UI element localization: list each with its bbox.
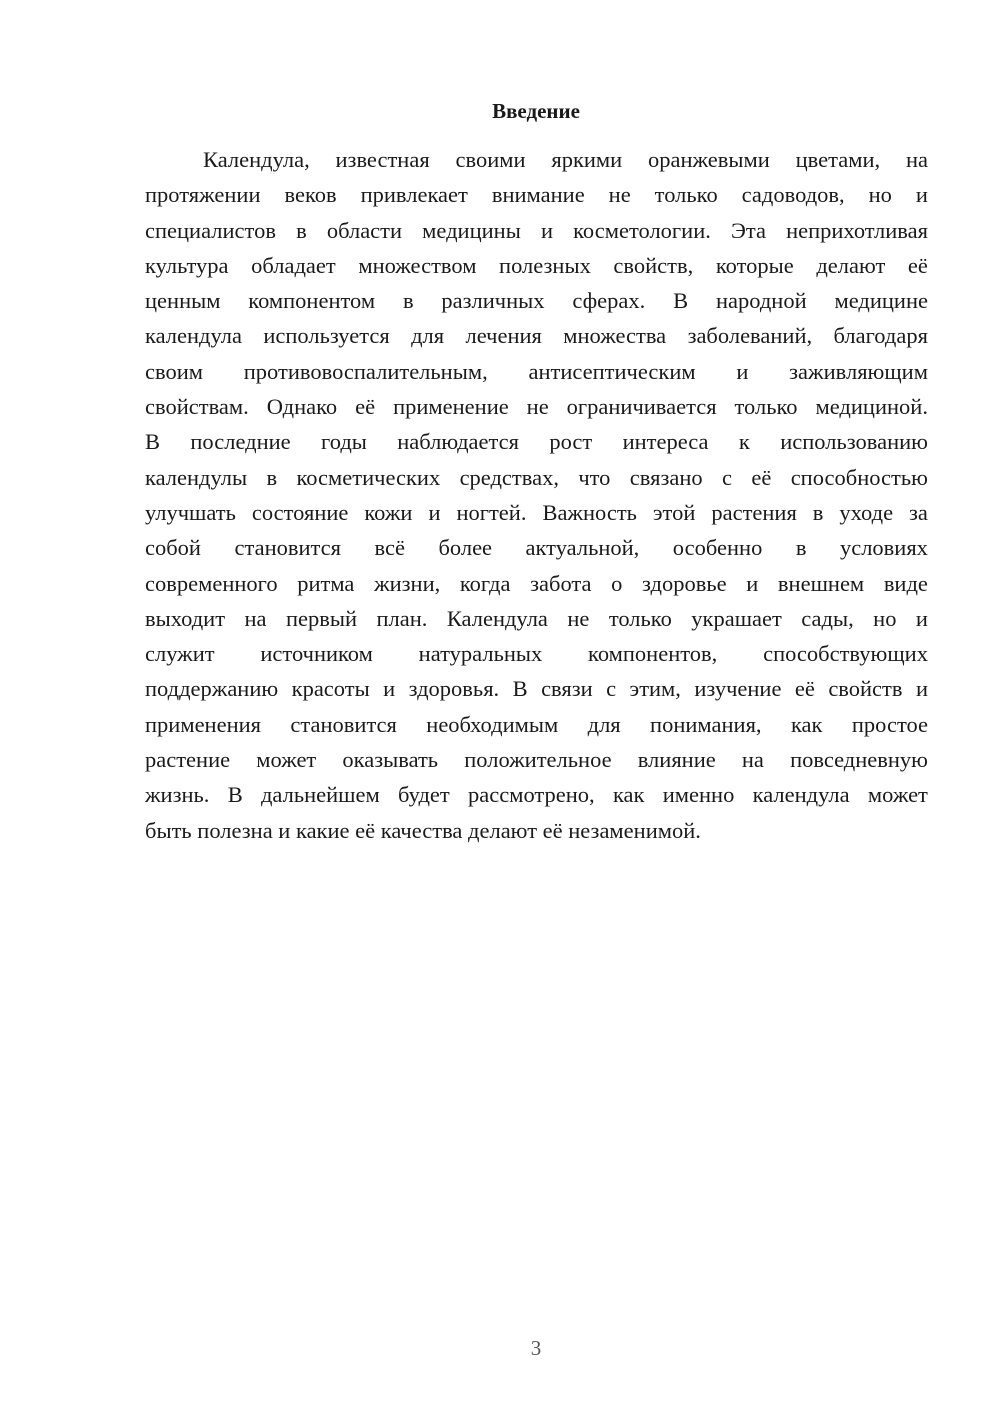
paragraph-line: свойствам. Однако её применение не ограничивается только медициной. [145, 394, 928, 420]
paragraph-line: улучшать состояние кожи и ногтей. Важность этой растения в уходе за [145, 499, 928, 525]
paragraph-line: жизнь. В дальнейшем будет рассмотрено, как именно календула может [145, 782, 928, 808]
paragraph-line: календулы в косметических средствах, что связано с её способностью [145, 464, 928, 490]
paragraph-line: служит источником натуральных компонентов, способствующих [145, 641, 928, 667]
paragraph-line: современного ритма жизни, когда забота о здоровье и внешнем виде [145, 570, 928, 596]
paragraph-line: поддержанию красоты и здоровья. В связи с этим, изучение её свойств и [145, 676, 928, 702]
paragraph-line: ценным компонентом в различных сферах. В народной медицине [145, 288, 928, 314]
paragraph-line: выходит на первый план. Календула не только украшает сады, но и [145, 605, 928, 631]
paragraph-line: растение может оказывать положительное влияние на повседневную [145, 747, 928, 773]
paragraph-line: протяжении веков привлекает внимание не только садоводов, но и [145, 182, 928, 208]
paragraph-line: применения становится необходимым для понимания, как простое [145, 711, 928, 737]
paragraph-line: В последние годы наблюдается рост интереса к использованию [145, 429, 928, 455]
paragraph-line: культура обладает множеством полезных свойств, которые делают её [145, 252, 928, 278]
paragraph-line: календула используется для лечения множества заболеваний, благодаря [145, 323, 928, 349]
paragraph-line: собой становится всё более актуальной, особенно в условиях [145, 535, 928, 561]
paragraph-line: своим противовоспалительным, антисептическим и заживляющим [145, 358, 928, 384]
paragraph-line: быть полезна и какие её качества делают её незаменимой. [145, 817, 701, 843]
section-heading: Введение [492, 99, 580, 123]
intro-paragraph [145, 142, 928, 848]
paragraph-line: специалистов в области медицины и косметологии. Эта неприхотливая [145, 217, 928, 243]
page-number: 3 [530, 1336, 542, 1360]
paragraph-line: Календула, известная своими яркими оранжевыми цветами, на [203, 147, 928, 172]
